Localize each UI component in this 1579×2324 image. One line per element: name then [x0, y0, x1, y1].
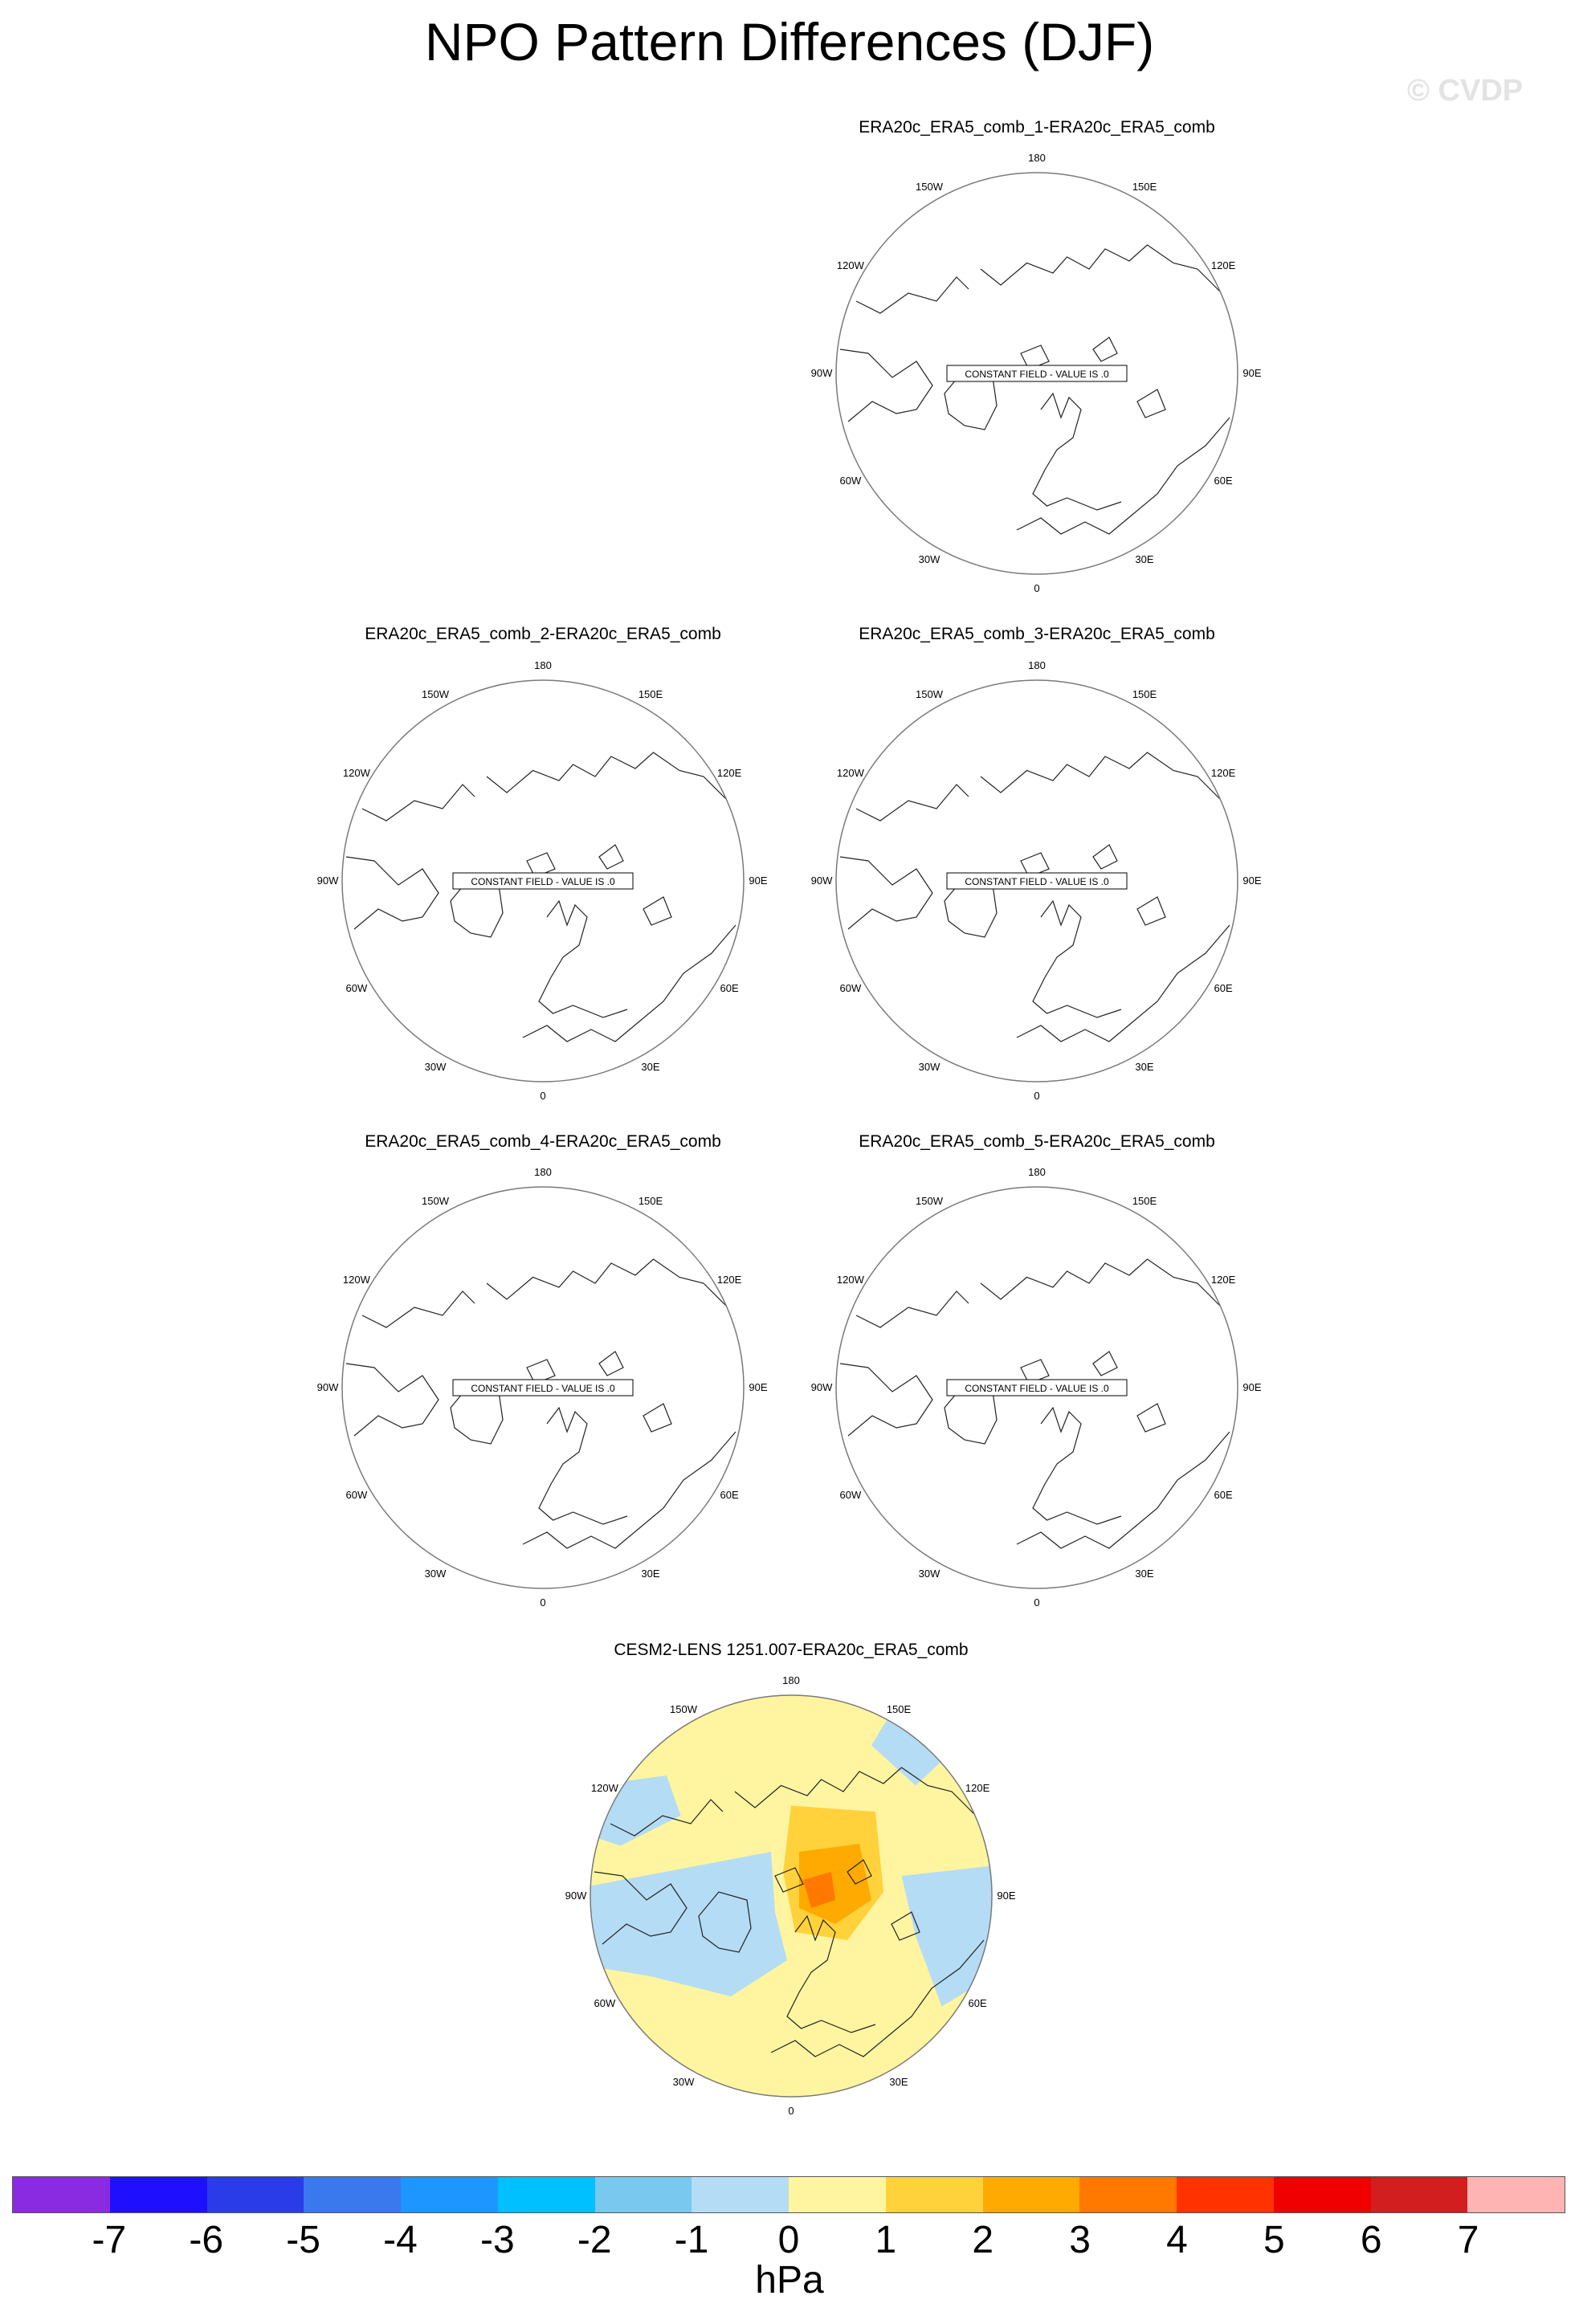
longitude-label: 120W [590, 1782, 618, 1794]
longitude-label: 30W [918, 553, 940, 566]
colorbar-segment [1274, 2177, 1371, 2212]
longitude-label: 30E [641, 1061, 660, 1074]
map-panel-3 [812, 652, 1262, 1118]
longitude-label: 150W [422, 687, 449, 700]
svg-text:CONSTANT FIELD - VALUE IS .0: CONSTANT FIELD - VALUE IS .0 [965, 369, 1109, 380]
longitude-label: 150E [638, 1194, 663, 1207]
colorbar-tick-label: 0 [777, 2219, 800, 2261]
colorbar-tick-label: -4 [383, 2219, 418, 2261]
longitude-label: 60W [839, 1489, 862, 1501]
colorbar-tick-label: -6 [189, 2219, 224, 2261]
longitude-label: 30E [1135, 553, 1154, 566]
longitude-label: 150E [1132, 180, 1157, 193]
colorbar-segment [110, 2177, 207, 2212]
map-panel-1 [812, 145, 1262, 610]
svg-text:CONSTANT FIELD - VALUE IS .0: CONSTANT FIELD - VALUE IS .0 [471, 876, 615, 887]
longitude-label: 150E [886, 1702, 912, 1715]
panel-title-6: CESM2-LENS 1251.007-ERA20c_ERA5_comb [614, 1641, 969, 1659]
map-panel-4 [318, 1159, 768, 1625]
longitude-label: 90W [810, 875, 833, 887]
longitude-label: 150E [1132, 1194, 1157, 1207]
longitude-label: 60E [720, 1489, 739, 1501]
longitude-label: 30E [889, 2076, 908, 2089]
longitude-label: 120E [965, 1782, 990, 1794]
colorbar-tick-label: 4 [1166, 2219, 1188, 2261]
colorbar-segment [207, 2177, 304, 2212]
longitude-label: 30W [918, 1061, 940, 1074]
longitude-label: 180 [1028, 1166, 1046, 1178]
longitude-label: 0 [1034, 582, 1040, 594]
longitude-label: 0 [1034, 1596, 1040, 1608]
panel-title-1: ERA20c_ERA5_comb_1-ERA20c_ERA5_comb [859, 118, 1215, 137]
longitude-label: 60E [1214, 475, 1233, 487]
longitude-label: 150W [670, 1702, 697, 1715]
map-panel-6 [566, 1667, 1016, 2133]
longitude-label: 90W [316, 1381, 339, 1393]
longitude-label: 90W [810, 367, 833, 379]
longitude-label: 120E [716, 767, 742, 779]
colorbar-segment [1177, 2177, 1274, 2212]
panel-title-4: ERA20c_ERA5_comb_4-ERA20c_ERA5_comb [365, 1132, 721, 1151]
map-panel-5 [812, 1159, 1262, 1625]
longitude-label: 30W [424, 1061, 447, 1074]
longitude-label: 150W [916, 180, 943, 193]
svg-text:CONSTANT FIELD - VALUE IS .0: CONSTANT FIELD - VALUE IS .0 [965, 876, 1109, 887]
longitude-label: 120E [1210, 259, 1236, 271]
svg-text:CONSTANT FIELD - VALUE IS .0: CONSTANT FIELD - VALUE IS .0 [965, 1383, 1109, 1394]
figure-title: NPO Pattern Differences (DJF) [424, 12, 1155, 71]
colorbar-tick-label: -1 [674, 2219, 709, 2261]
longitude-label: 60E [1214, 982, 1233, 994]
longitude-label: 60W [345, 1489, 368, 1501]
longitude-label: 0 [540, 1090, 546, 1102]
colorbar-segment [595, 2177, 692, 2212]
colorbar-tick-label: -7 [92, 2219, 127, 2261]
longitude-label: 30W [424, 1568, 447, 1580]
constant-field-note [453, 1380, 633, 1396]
longitude-label: 90E [749, 1381, 768, 1393]
colorbar-segment [1467, 2177, 1565, 2212]
panel-title-5: ERA20c_ERA5_comb_5-ERA20c_ERA5_comb [859, 1132, 1215, 1151]
longitude-label: 150W [916, 687, 943, 700]
longitude-label: 150W [422, 1194, 449, 1207]
longitude-label: 120W [342, 767, 370, 779]
longitude-label: 30W [672, 2076, 695, 2089]
longitude-label: 60W [839, 982, 862, 994]
colorbar-tick-label: 6 [1360, 2219, 1382, 2261]
colorbar [12, 2176, 1565, 2213]
colorbar-tick-label: 7 [1457, 2219, 1479, 2261]
panel-title-3: ERA20c_ERA5_comb_3-ERA20c_ERA5_comb [859, 625, 1215, 643]
longitude-label: 30W [918, 1568, 940, 1580]
longitude-label: 0 [1034, 1090, 1040, 1102]
longitude-label: 150W [916, 1194, 943, 1207]
longitude-label: 90W [565, 1890, 587, 1902]
constant-field-note [947, 365, 1127, 381]
map-panel-2 [318, 652, 768, 1118]
constant-field-note [947, 873, 1127, 889]
longitude-label: 120E [716, 1274, 742, 1286]
longitude-label: 120W [342, 1274, 370, 1286]
colorbar-segment [789, 2177, 886, 2212]
longitude-label: 30E [641, 1568, 660, 1580]
colorbar-segment [401, 2177, 498, 2212]
colorbar-tick-label: 2 [972, 2219, 994, 2261]
longitude-label: 30E [1135, 1061, 1154, 1074]
longitude-label: 150E [638, 687, 663, 700]
longitude-label: 90W [316, 875, 339, 887]
colorbar-segment [304, 2177, 401, 2212]
colorbar-tick-label: -5 [286, 2219, 320, 2261]
colorbar-tick-label: -2 [577, 2219, 612, 2261]
longitude-label: 90E [749, 875, 768, 887]
panel-title-2: ERA20c_ERA5_comb_2-ERA20c_ERA5_comb [365, 625, 721, 643]
longitude-label: 90E [1242, 367, 1262, 379]
longitude-label: 60W [594, 1997, 616, 2009]
longitude-label: 90W [810, 1381, 833, 1393]
longitude-label: 120W [836, 1274, 864, 1286]
longitude-label: 90E [997, 1890, 1016, 1902]
longitude-label: 90E [1242, 875, 1262, 887]
longitude-label: 0 [540, 1596, 546, 1608]
longitude-label: 180 [1028, 152, 1046, 164]
longitude-label: 120W [836, 259, 864, 271]
svg-text:CONSTANT FIELD - VALUE IS .0: CONSTANT FIELD - VALUE IS .0 [471, 1383, 615, 1394]
colorbar-tick-label: -3 [480, 2219, 515, 2261]
longitude-label: 120W [836, 767, 864, 779]
colorbar-tick-label: 1 [875, 2219, 897, 2261]
colorbar-segment [1371, 2177, 1468, 2212]
longitude-label: 180 [1028, 659, 1046, 671]
colorbar-segment [13, 2177, 110, 2212]
constant-field-note [453, 873, 633, 889]
longitude-label: 180 [782, 1674, 800, 1686]
longitude-label: 150E [1132, 687, 1157, 700]
longitude-label: 60W [839, 475, 862, 487]
colorbar-segment [1079, 2177, 1177, 2212]
longitude-label: 120E [1210, 1274, 1236, 1286]
colorbar-segment [498, 2177, 595, 2212]
constant-field-note [947, 1380, 1127, 1396]
longitude-label: 90E [1242, 1381, 1262, 1393]
longitude-label: 60E [968, 1997, 987, 2009]
longitude-label: 60E [1214, 1489, 1233, 1501]
longitude-label: 60E [720, 982, 739, 994]
longitude-label: 180 [534, 659, 552, 671]
colorbar-tick-label: 3 [1069, 2219, 1091, 2261]
colorbar-tick-label: 5 [1263, 2219, 1285, 2261]
longitude-label: 180 [534, 1166, 552, 1178]
colorbar-segment [983, 2177, 1080, 2212]
longitude-label: 60W [345, 982, 368, 994]
watermark: © CVDP [1407, 74, 1524, 108]
longitude-label: 120E [1210, 767, 1236, 779]
colorbar-units: hPa [755, 2259, 824, 2302]
colorbar-segment [692, 2177, 789, 2212]
longitude-label: 30E [1135, 1568, 1154, 1580]
colorbar-segment [886, 2177, 983, 2212]
longitude-label: 0 [788, 2105, 794, 2117]
